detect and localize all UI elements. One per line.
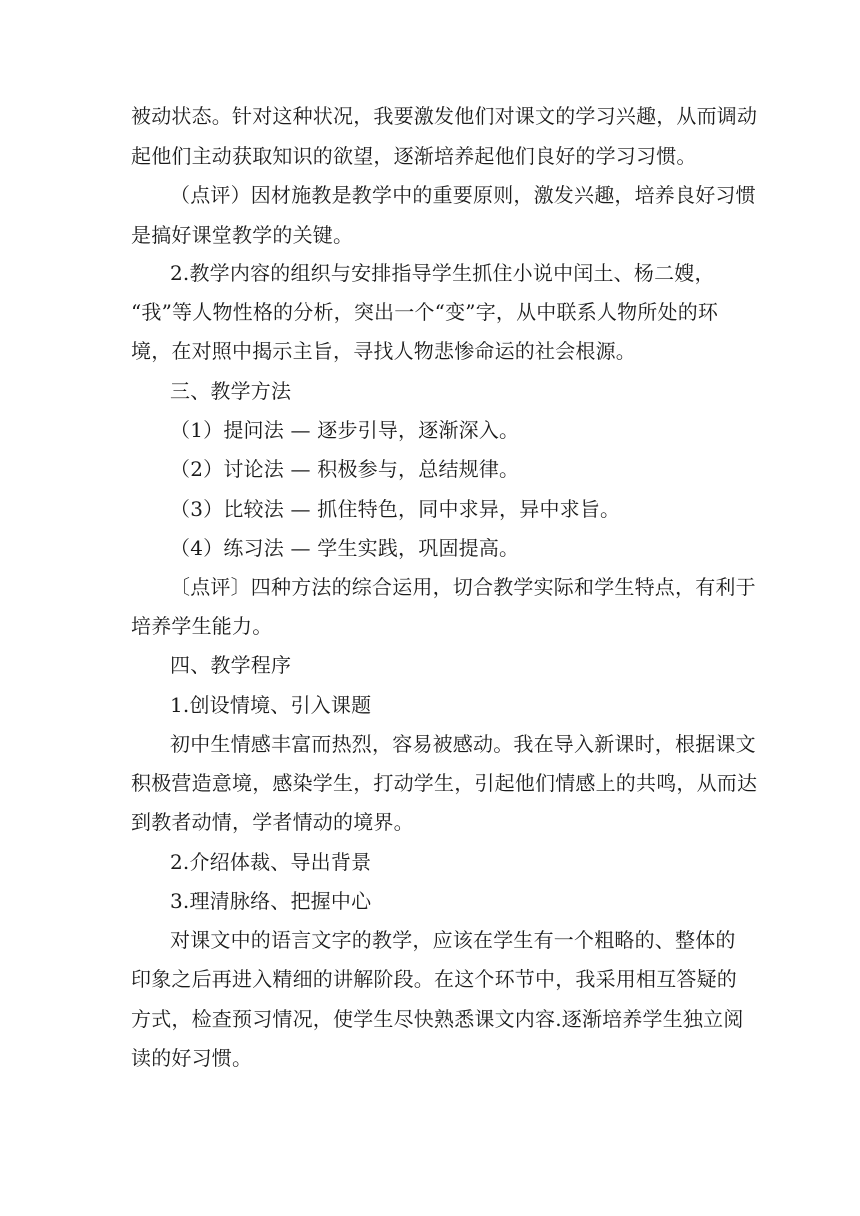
paragraph-line: 到教者动情，学者情动的境界。 [131, 810, 414, 834]
subsection-heading: 2.介绍体裁、导出背景 [170, 850, 372, 874]
subsection-heading: 3.理清脉络、把握中心 [170, 889, 372, 913]
list-item: （2）讨论法 — 积极参与，总结规律。 [170, 457, 520, 481]
paragraph-line: 被动状态。针对这种状况，我要激发他们对课文的学习兴趣，从而调动 [131, 104, 758, 128]
paragraph-line: 对课文中的语言文字的教学，应该在学生有一个粗略的、整体的 [170, 928, 736, 952]
paragraph-line: 初中生情感丰富而热烈，容易被感动。我在导入新课时，根据课文 [170, 732, 756, 756]
list-item: （3）比较法 — 抓住特色，同中求异，异中求旨。 [170, 497, 621, 521]
paragraph-line: “我”等人物性格的分析，突出一个“变”字，从中联系人物所处的环 [131, 300, 719, 324]
comment-line: （点评）因材施教是教学中的重要原则，激发兴趣，培养良好习惯 [170, 183, 756, 207]
comment-line: 培养学生能力。 [131, 614, 273, 638]
paragraph-line: 起他们主动获取知识的欲望，逐渐培养起他们良好的学习习惯。 [131, 144, 697, 168]
list-item: （4）练习法 — 学生实践，巩固提高。 [170, 536, 520, 560]
paragraph-line: 境，在对照中揭示主旨，寻找人物悲惨命运的社会根源。 [131, 339, 636, 363]
paragraph-line: 2.教学内容的组织与安排指导学生抓住小说中闰土、杨二嫂， [170, 261, 715, 285]
paragraph-line: 方式，检查预习情况，使学生尽快熟悉课文内容.逐渐培养学生独立阅 [131, 1007, 744, 1031]
paragraph-line: 印象之后再进入精细的讲解阶段。在这个环节中，我采用相互答疑的 [131, 967, 737, 991]
comment-line: 是搞好课堂教学的关键。 [131, 223, 354, 247]
subsection-heading: 1.创设情境、引入课题 [170, 693, 372, 717]
section-heading: 三、教学方法 [170, 379, 292, 403]
section-heading: 四、教学程序 [170, 653, 292, 677]
paragraph-line: 读的好习惯。 [131, 1046, 253, 1070]
paragraph-line: 积极营造意境，感染学生，打动学生，引起他们情感上的共鸣，从而达 [131, 771, 758, 795]
comment-line: 〔点评〕四种方法的综合运用，切合教学实际和学生特点，有利于 [170, 575, 756, 599]
list-item: （1）提问法 — 逐步引导，逐渐深入。 [170, 418, 520, 442]
